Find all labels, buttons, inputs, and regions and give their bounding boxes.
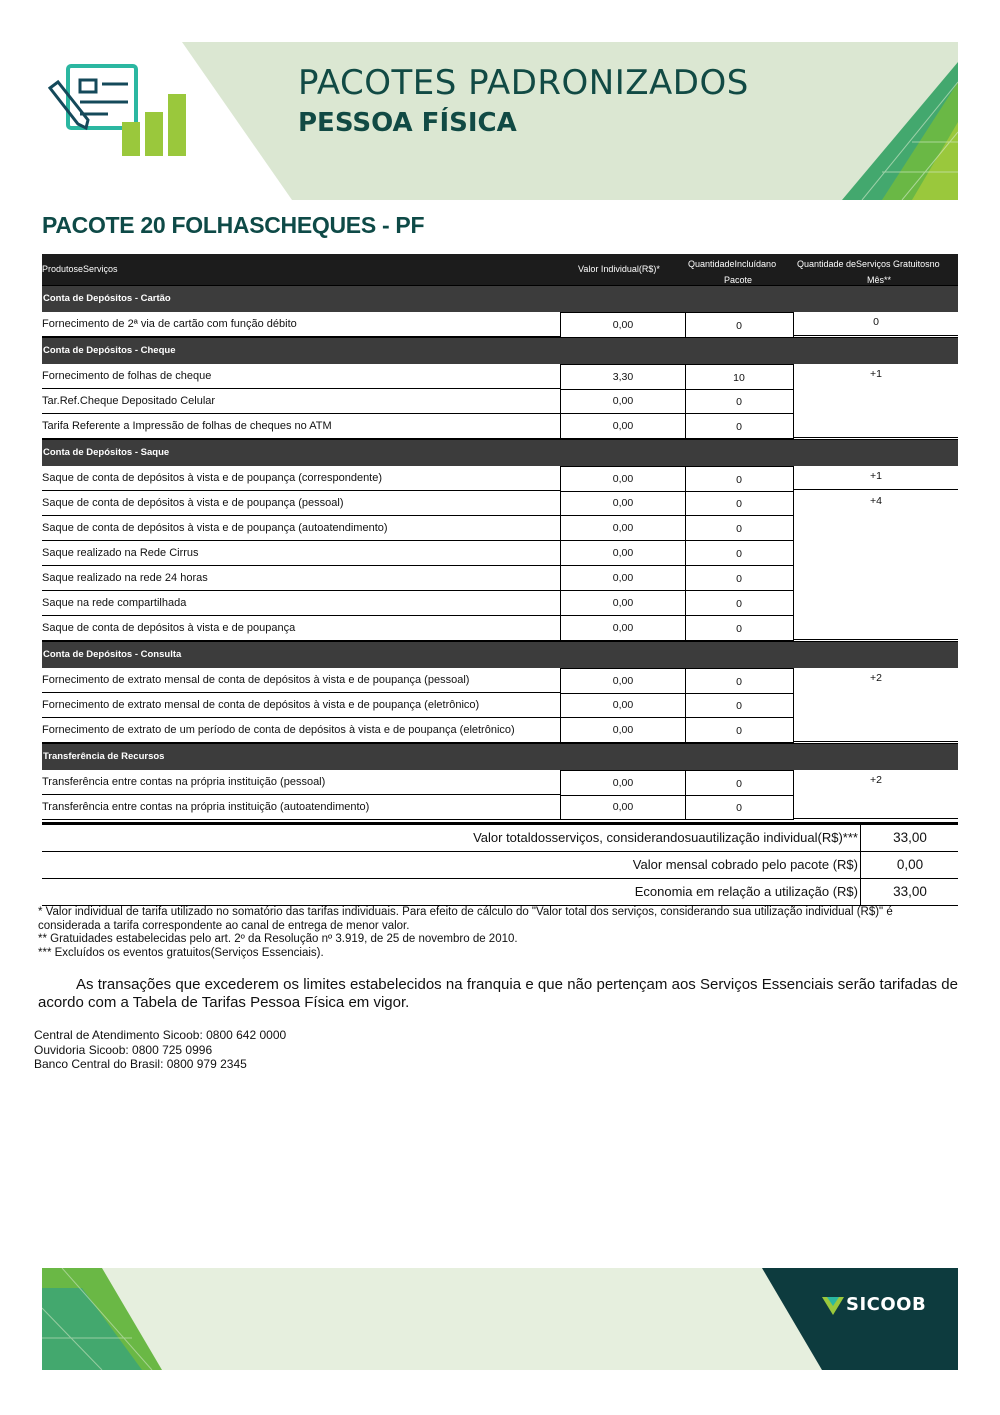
free-group-rule [793,437,958,438]
section-title: Transferência de Recursos [43,751,165,762]
individual-value: 0,00 [560,795,686,820]
service-name: Tar.Ref.Cheque Depositado Celular [42,395,216,407]
individual-value: 0,00 [560,466,686,492]
service-name: Fornecimento de folhas de cheque [42,370,212,382]
contacts [34,1028,286,1072]
service-name: Transferência entre contas na própria instituição (pessoal) [42,776,326,788]
report-chart-icon [48,62,198,158]
row-rule [42,819,560,820]
section-header [42,743,958,770]
col-header-free-qty [797,259,940,269]
service-name: Fornecimento de extrato de um período de conta de depósitos à vista e de poupança (eletrônico) [42,724,515,736]
table-row [42,566,958,591]
table-row [42,591,958,616]
table-row [42,718,958,743]
included-quantity: 0 [685,693,794,718]
total-row [42,825,958,852]
individual-value: 0,00 [560,718,686,743]
sicoob-logo-icon [822,1297,844,1315]
total-label: Economia em relação a utilização (R$) [634,884,858,899]
table-row [42,312,958,337]
included-quantity: 0 [685,389,794,414]
free-quantity: 0 [873,316,879,328]
included-quantity: 10 [685,364,794,390]
individual-value: 0,00 [560,770,686,796]
footnote-3: *** Excluídos os eventos gratuitos(Serviços Essenciais). [38,946,324,959]
free-group-rule [793,335,958,336]
service-name: Saque de conta de depósitos à vista e de poupança (correspondente) [42,472,383,484]
individual-value: 0,00 [560,312,686,338]
section-title: Conta de Depósitos - Saque [43,447,170,458]
table-header [42,254,958,285]
header-subtitle: PESSOA FÍSICA [298,108,517,138]
included-quantity: 0 [685,591,794,616]
included-quantity: 0 [685,466,794,492]
total-row [42,879,958,906]
footnote-1: * Valor individual de tarifa utilizado no somatório das tarifas individuais. Para efeito de cálculo do "Valor total dos serviços, considerando sua utilização individual (R$)" é considerada a tarifa correspondente ao canal de entrega de menor valor. [38,906,893,932]
individual-value: 0,00 [560,566,686,591]
individual-value: 0,00 [560,591,686,616]
table-row [42,541,958,566]
row-rule [42,742,560,743]
individual-value: 0,00 [560,693,686,718]
individual-value: 0,00 [560,414,686,439]
table-row [42,466,958,491]
included-quantity: 0 [685,541,794,566]
service-name: Saque na rede compartilhada [42,597,187,609]
sicoob-logo: SICOOB [846,1294,927,1315]
table-row [42,795,958,820]
included-quantity: 0 [685,668,794,694]
individual-value: 0,00 [560,616,686,641]
col-header-free-qty-line1: Quantidade deServiços Gratuitosno [797,259,940,269]
table-row [42,616,958,641]
included-quantity: 0 [685,770,794,796]
service-name: Saque realizado na rede 24 horas [42,572,208,584]
table-row [42,668,958,693]
paragraph-text: As transações que excederem os limites estabelecidos na franquia e que não pertençam aos Serviços Essenciais serão tarifadas de acordo com a Tabela de Tarifas Pessoa Física em vigor. [38,976,958,1011]
free-quantity: +4 [870,495,882,507]
section-title: Conta de Depósitos - Consulta [43,649,182,660]
service-name: Fornecimento de extrato mensal de conta de depósitos à vista e de poupança (eletrônico) [42,699,480,711]
section-header [42,641,958,668]
total-value: 33,00 [860,879,959,905]
section-header [42,439,958,466]
services-table [42,254,958,820]
package-title: PACOTE 20 FOLHASCHEQUES - PF [42,212,425,238]
total-row [42,852,958,879]
col-header-included-qty-line2: Pacote [724,275,753,285]
included-quantity: 0 [685,616,794,641]
col-header-individual-value: Valor Individual(R$)* [578,264,660,274]
service-name: Saque de conta de depósitos à vista e de poupança (pessoal) [42,497,344,509]
footnotes [38,906,938,960]
total-label: Valor totaldosserviços, considerandosuautilização individual(R$)*** [473,830,858,845]
table-row [42,364,958,389]
service-name: Saque de conta de depósitos à vista e de poupança (autoatendimento) [42,522,388,534]
col-header-included-qty [688,259,776,269]
service-name: Saque realizado na Rede Cirrus [42,547,199,559]
individual-value: 3,30 [560,364,686,390]
individual-value: 0,00 [560,541,686,566]
included-quantity: 0 [685,516,794,541]
row-rule [42,438,560,439]
footnote-2: ** Gratuidades estabelecidas pelo art. 2º da Resolução nº 3.919, de 25 de novembro de 2010. [38,933,518,945]
totals-block [42,822,958,906]
section-header [42,337,958,364]
individual-value: 0,00 [560,668,686,694]
individual-value: 0,00 [560,516,686,541]
excess-transactions-paragraph [38,976,958,1012]
included-quantity: 0 [685,414,794,439]
total-label: Valor mensal cobrado pelo pacote (R$) [632,857,858,872]
service-name: Transferência entre contas na própria instituição (autoatendimento) [42,801,370,813]
free-quantity: +2 [870,672,882,684]
free-quantity: +2 [870,774,882,786]
free-group-rule [793,639,958,640]
table-row [42,491,958,516]
section-title: Conta de Depósitos - Cartão [43,293,171,304]
included-quantity: 0 [685,795,794,820]
service-name: Fornecimento de 2ª via de cartão com função débito [42,318,297,330]
row-rule [42,640,560,641]
free-group-rule [793,818,958,819]
contact-central-bank: Banco Central do Brasil: 0800 979 2345 [34,1057,247,1071]
free-quantity: +1 [870,470,882,482]
contact-ombudsman: Ouvidoria Sicoob: 0800 725 0996 [34,1042,213,1057]
header-title: PACOTES PADRONIZADOS [298,63,749,103]
total-value: 0,00 [860,852,959,878]
free-group-rule [793,489,958,490]
table-row [42,516,958,541]
free-group-rule [793,741,958,742]
table-body [42,285,958,820]
table-row [42,693,958,718]
included-quantity: 0 [685,312,794,338]
individual-value: 0,00 [560,491,686,516]
individual-value: 0,00 [560,389,686,414]
service-name: Tarifa Referente a Impressão de folhas de cheques no ATM [42,420,332,432]
table-row [42,414,958,439]
col-header-included-qty-2 [724,275,752,285]
col-header-products: ProdutoseServiços [42,264,118,274]
service-name: Fornecimento de extrato mensal de conta de depósitos à vista e de poupança (pessoal) [42,674,470,686]
col-header-free-qty-2 [867,275,891,285]
contact-central: Central de Atendimento Sicoob: 0800 642 0000 [34,1028,287,1042]
row-rule [42,336,560,337]
section-header [42,285,958,312]
included-quantity: 0 [685,566,794,591]
table-row [42,770,958,795]
col-header-included-qty-line1: QuantidadeIncluídano [688,259,777,269]
included-quantity: 0 [685,491,794,516]
col-header-free-qty-line2: Mês** [867,275,892,285]
included-quantity: 0 [685,718,794,743]
table-row [42,389,958,414]
free-quantity: +1 [870,368,882,380]
footer-band [42,1268,958,1370]
service-name: Saque de conta de depósitos à vista e de poupança [42,622,296,634]
total-value: 33,00 [860,825,959,851]
section-title: Conta de Depósitos - Cheque [43,345,176,356]
